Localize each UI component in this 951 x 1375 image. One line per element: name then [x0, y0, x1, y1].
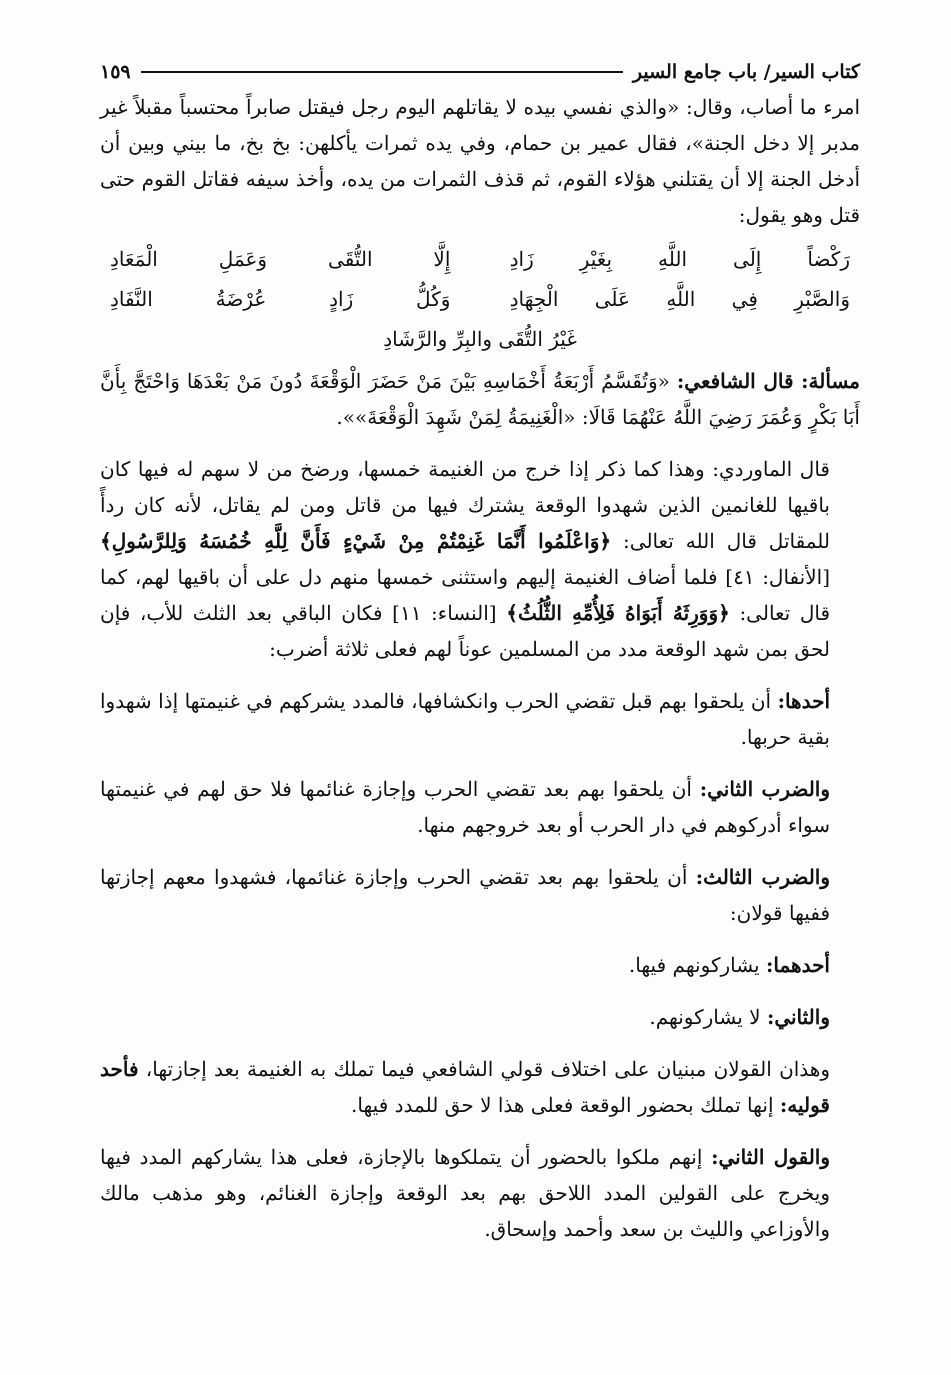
second-opinion-paragraph-text: إنهم ملكوا بالحضور أن يتملكوها بالإجازة، فعلى هذا يشاركهم المدد فيها ويخرج على القولين المدد اللاحق بهم بعد الوقعة وإجازة الغنائم، وهو مذهب مالك والأوزاعي والليث بن سعد وأحمد وإسحاق. — [100, 1145, 830, 1241]
poem-hemistich: وَكُلُّ زَادٍ عُرْضَةُ النَّفَادِ — [110, 287, 451, 311]
second-type-text: أن يلحقوا بهم بعد تقضي الحرب وإجازة غنائمها فلا حق لهم في غنيمتها سواء أدركوهم في دار الحرب أو بعد خروجهم منها. — [100, 777, 830, 837]
basis-paragraph — [100, 1051, 860, 1123]
poem — [100, 239, 860, 359]
header-rule — [141, 71, 623, 73]
chapter-title: كتاب السير/ باب جامع السير — [632, 61, 860, 83]
third-type-paragraph — [100, 859, 860, 931]
first-type-paragraph — [100, 683, 860, 755]
mawardi-text-2: [الأنفال: ٤١] فلما أضاف الغنيمة إليهم واستثنى خمسها منهم دل على أن باقيها لهم، كما قال تعالى: — [100, 565, 831, 625]
first-opinion-text: يشاركونهم فيها. — [628, 953, 760, 977]
mawardi-paragraph — [100, 451, 860, 667]
first-opinion-label: أحدهما: — [765, 953, 830, 977]
second-opinion-text: لا يشاركونهم. — [649, 1005, 761, 1029]
second-opinion-paragraph — [100, 1139, 860, 1247]
second-type-label: والضرب الثاني: — [699, 777, 831, 801]
page — [100, 55, 860, 1247]
second-opinion — [100, 999, 860, 1035]
poem-hemistich: إِلَّا التُّقَى وَعَمَلِ الْمَعَادِ — [110, 247, 451, 271]
basis-text-2: إنها تملك بحضور الوقعة فعلى هذا لا حق للمدد فيها. — [351, 1093, 774, 1117]
poem-line-2 — [100, 279, 860, 319]
first-type-label: أحدها: — [777, 689, 831, 713]
first-opinion — [100, 947, 860, 983]
masala-label: مسألة: قال الشافعي: — [676, 369, 860, 393]
quran-verse-nisa: ﴿وَوَرِثَهُ أَبَوَاهُ فَلِأُمِّهِ الثُّلُثُ﴾ — [506, 601, 730, 625]
third-type-text: أن يلحقوا بهم بعد تقضي الحرب وإجازة غنائمها، فشهدوا معهم إجازتها ففيها قولان: — [100, 865, 830, 925]
poem-hemistich: وَالصَّبْرِ فِي اللَّهِ عَلَى الْجِهَادِ — [509, 287, 850, 311]
poem-hemistich: رَكْضاً إِلَى اللَّهِ بِغَيْرِ زَادِ — [509, 247, 850, 271]
basis-label: فأحد قوليه: — [100, 1057, 830, 1117]
first-type-text: أن يلحقوا بهم قبل تقضي الحرب وانكشافها، فالمدد يشركهم في غنيمتها إذا شهدوا بقية حربها. — [100, 689, 830, 749]
second-opinion-label: والثاني: — [766, 1005, 830, 1029]
mawardi-text-3: [النساء: ١١] فكان الباقي بعد الثلث للأب، فإن لحق بمن شهد الوقعة مدد من المسلمين عوناً لهم فعلى ثلاثة أضرب: — [100, 601, 830, 661]
second-opinion-paragraph-label: والقول الثاني: — [711, 1145, 831, 1169]
page-number: ١٥٩ — [100, 61, 131, 83]
basis-text-1: وهذان القولان مبنيان على اختلاف قولي الشافعي فيما تملك به الغنيمة بعد إجازتها، — [145, 1057, 831, 1081]
masala-text: «وَتُقَسَّمُ أَرْبَعَةُ أَخْمَاسِهِ بَيْنَ مَنْ حَضَرَ الْوَقْعَةَ دُونَ مَنْ بَعْدَهَا وَاحْتَجَّ بِأَنَّ أَبَا بَكْرٍ وَعُمَرَ رَضِيَ اللَّهُ عَنْهُمَا قَالَا: «الْغَنِيمَةُ لِمَنْ شَهِدَ الْوَقْعَةَ»». — [100, 369, 860, 429]
poem-line-3: غَيْرُ التُّقَى والبِرِّ والرَّشَادِ — [383, 327, 577, 351]
masala-paragraph — [100, 363, 860, 435]
second-type-paragraph — [100, 771, 860, 843]
intro-paragraph: امرء ما أصاب، وقال: «والذي نفسي بيده لا يقاتلهم اليوم رجل فيقتل صابراً محتسباً مقبلاً غير مدبر إلا دخل الجنة»، فقال عمير بن حمام، وفي يده ثمرات يأكلهن: بخ بخ، ما بيني وبين أن أدخل الجنة إلا أن يقتلني هؤلاء القوم، ثم قذف الثمرات من يده، وأخذ سيفه فقاتل القوم حتى قتل وهو يقول: — [100, 95, 860, 227]
quran-verse-anfal: ﴿وَاعْلَمُوا أَنَّمَا غَنِمْتُمْ مِنْ شَيْءٍ فَأَنَّ لِلَّهِ خُمُسَهُ وَلِلرَّسُولِ﴾ — [100, 529, 612, 553]
mawardi-text-1: قال الماوردي: وهذا كما ذكر إذا خرج من الغنيمة خمسها، ورضخ من لا سهم له فيها كان باقيها للغانمين الذين شهدوا الوقعة يشترك فيها من قاتل ومن لم يقاتل، لأنه كان ردأً للمقاتل قال الله تعالى: — [100, 457, 830, 553]
poem-line-1 — [100, 239, 860, 279]
third-type-label: والضرب الثالث: — [695, 865, 831, 889]
running-header — [100, 55, 860, 89]
